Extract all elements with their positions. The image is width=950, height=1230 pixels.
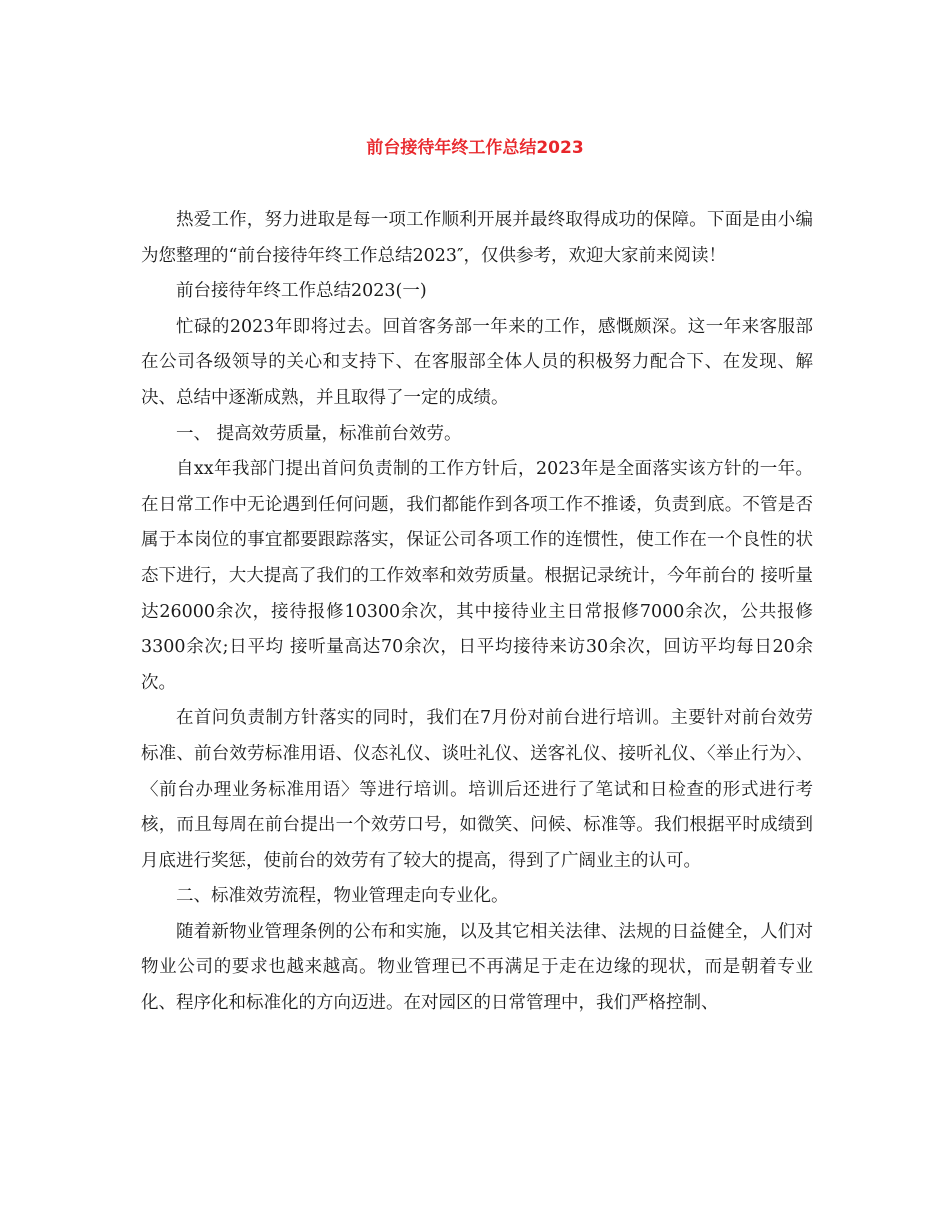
intro-paragraph: 热爱工作，努力进取是每一项工作顺利开展并最终取得成功的保障。下面是由小编为您整理的“前台接待年终工作总结2023″，仅供参考，欢迎大家前来阅读！	[141, 210, 813, 266]
document-title: 前台接待年终工作总结2023	[366, 138, 584, 158]
body-paragraph: 在首问负责制方针落实的同时，我们在7月份对前台进行培训。主要针对前台效劳标准、前台效劳标准用语、仪态礼仪、谈吐礼仪、送客礼仪、接听礼仪、〈举止行为〉、〈前台办理业务标准用语〉等进行培训。培训后还进行了笔试和日检查的形式进行考核，而且每周在前台提出一个效劳口号，如微笑、问候、标准等。我们根据平时成绩到月底进行奖惩，使前台的效劳有了较大的提高，得到了广阔业主的认可。	[141, 708, 813, 871]
subsection-heading: 二、标准效劳流程，物业管理走向专业化。	[176, 886, 509, 907]
document-body	[141, 203, 813, 1022]
body-paragraph: 自xx年我部门提出首问负责制的工作方针后，2023年是全面落实该方针的一年。在日常工作中无论遇到任何问题，我们都能作到各项工作不推诿，负责到底。不管是否属于本岗位的事宜都要跟踪落实，保证公司各项工作的连惯性，使工作在一个良性的状态下进行，大大提高了我们的工作效率和效劳质量。根据记录统计，今年前台的 接听量达26000余次，接待报修10300余次，其中接待业主日常报修7000余次，公共报修3300余次;日平均 接听量高达70余次，日平均接待来访30余次，回访平均每日20余次。	[141, 459, 813, 693]
subsection-heading: 一、 提高效劳质量，标准前台效劳。	[176, 423, 462, 444]
body-paragraph: 忙碌的2023年即将过去。回首客务部一年来的工作，感慨颇深。这一年来客服部在公司各级领导的关心和支持下、在客服部全体人员的积极努力配合下、在发现、解决、总结中逐渐成熟，并且取得了一定的成绩。	[141, 316, 813, 408]
section-heading: 前台接待年终工作总结2023(一)	[176, 281, 427, 302]
body-paragraph: 随着新物业管理条例的公布和实施，以及其它相关法律、法规的日益健全，人们对物业公司的要求也越来越高。物业管理已不再满足于走在边缘的现状，而是朝着专业化、程序化和标准化的方向迈进。在对园区的日常管理中，我们严格控制、	[141, 921, 813, 1014]
